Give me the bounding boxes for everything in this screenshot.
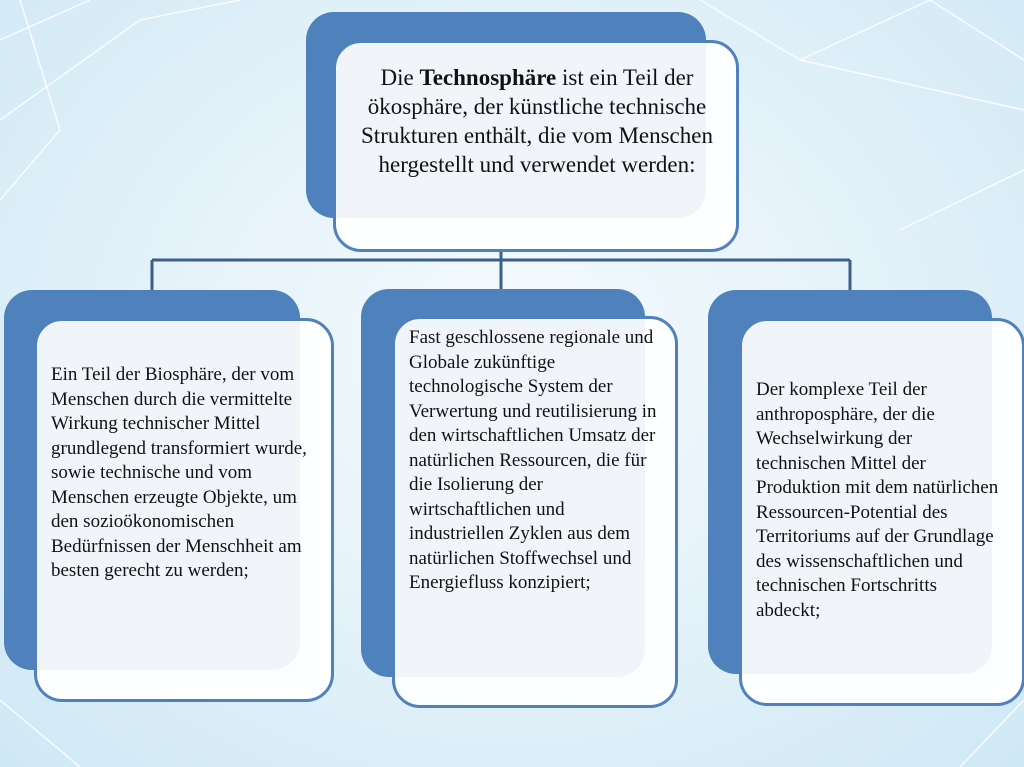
top-box-text-rest: ist ein Teil der ökosphäre, der künstliche technische Strukturen enthält, die vom Menschen hergestellt und verwendet werden:: [361, 65, 713, 177]
left-box: [34, 318, 334, 702]
middle-box-text: Fast geschlossene regionale und Globale zukünftige technologische System der Verwertung und reutilisierung in den wirtschaftlichen Umsatz der natürlichen Ressourcen, die für die Isolierung der wirtschaftlichen und industriellen Zyklen aus dem natürlichen Stoffwechsel und Energiefluss konzipiert;: [409, 327, 657, 593]
right-box-text: Der komplexe Teil der anthroposphäre, der die Wechselwirkung der technischen Mittel der Produktion mit dem natürlichen Ressourcen-Potential des Territoriums auf der Grundlage des wissenschaftlichen und technischen Fortschritts abdeckt;: [756, 379, 999, 621]
middle-box: [392, 316, 678, 708]
top-box: [333, 40, 739, 252]
right-box: [739, 318, 1024, 706]
left-box-text: Ein Teil der Biosphäre, der vom Menschen durch die vermittelte Wirkung technischer Mittel grundlegend transformiert wurde, sowie technische und vom Menschen erzeugte Objekte, um den sozioökonomischen Bedürfnissen der Menschheit am besten gerecht zu werden;: [51, 364, 307, 581]
top-box-keyword: Technosphäre: [419, 65, 557, 90]
top-box-text: [356, 63, 718, 179]
top-box-text-start: Die: [380, 65, 420, 90]
